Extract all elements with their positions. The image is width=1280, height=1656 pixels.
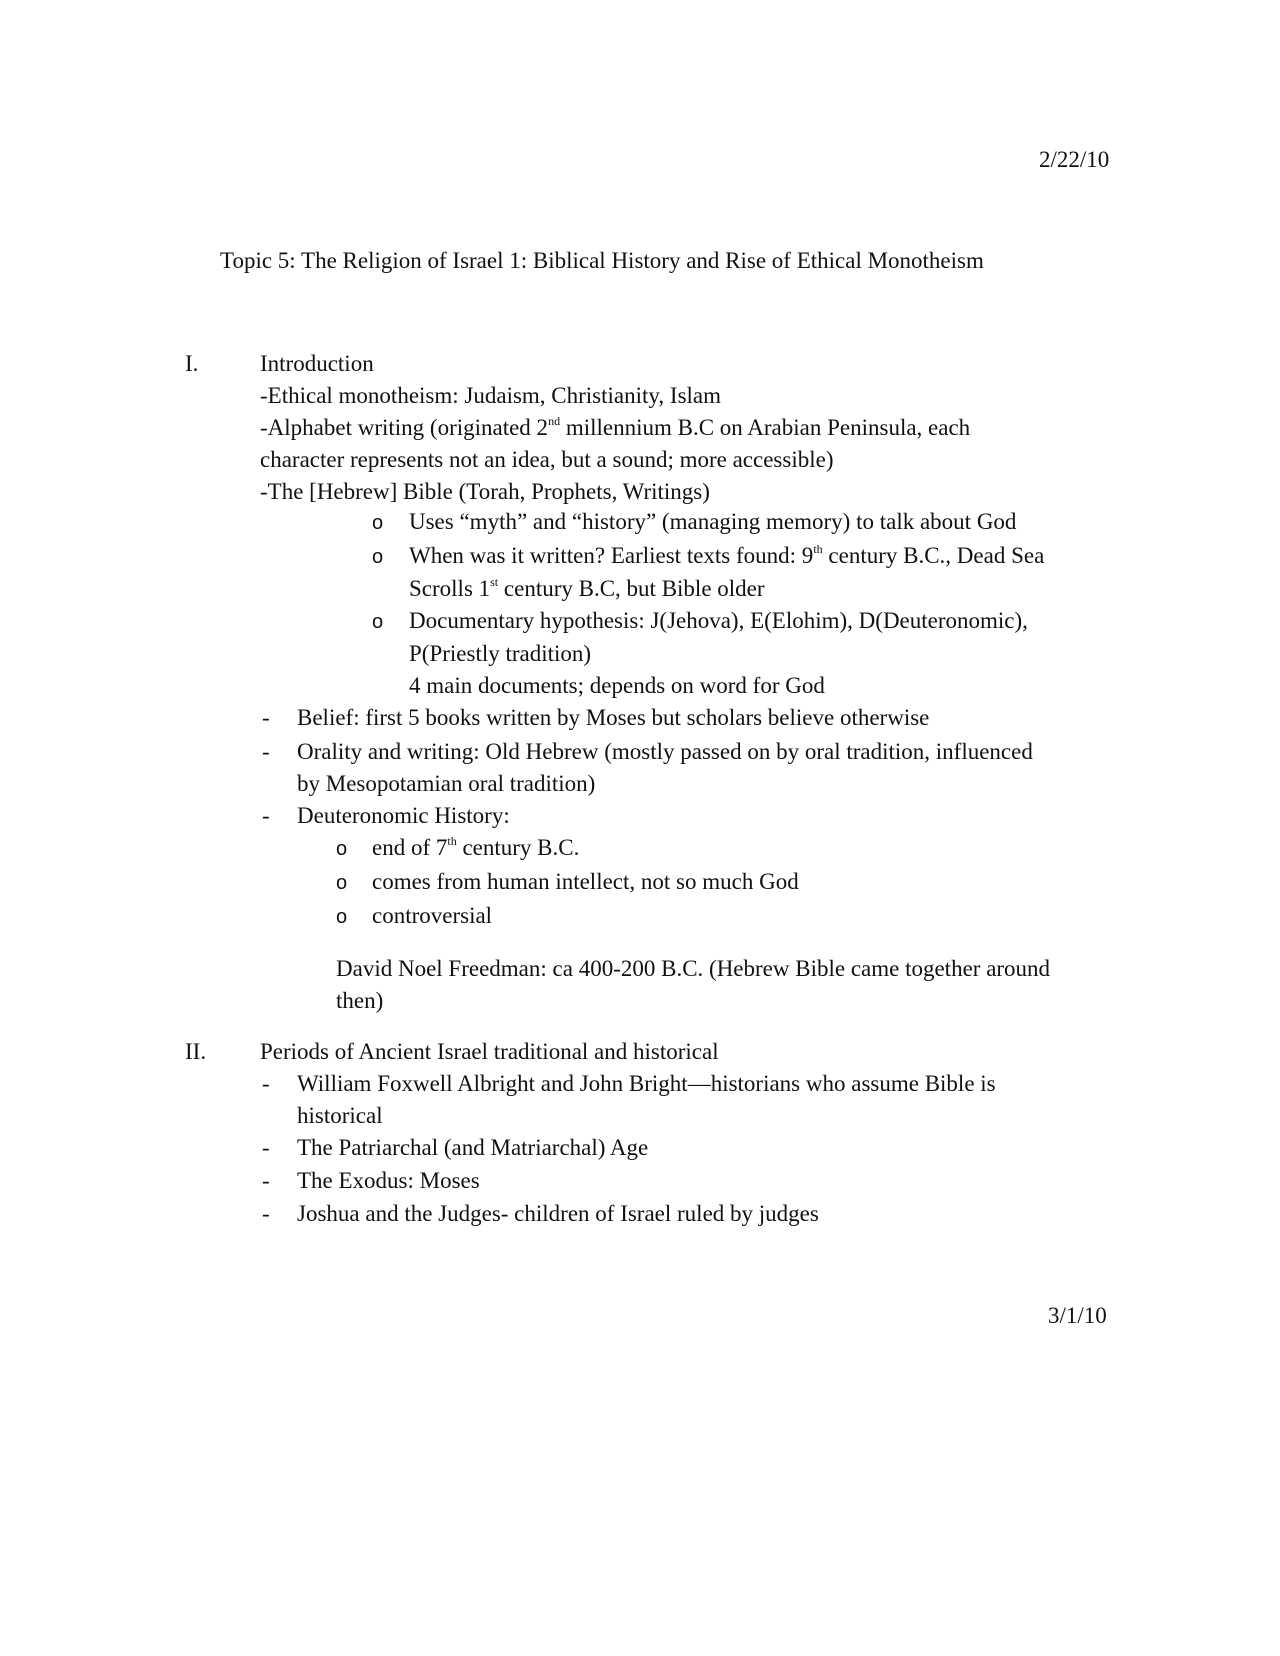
- sub-item-uses: Uses “myth” and “history” (managing memory) to talk about God: [409, 509, 1017, 534]
- line-ethical-monotheism: -Ethical monotheism: Judaism, Christianity, Islam: [260, 383, 722, 408]
- item-albright-continued: historical: [297, 1103, 383, 1128]
- dash-marker: -: [262, 1168, 270, 1193]
- date-bottom: 3/1/10: [1048, 1303, 1107, 1328]
- section-1-heading: Introduction: [260, 351, 374, 376]
- deut-end-text-a: end of 7: [372, 835, 448, 860]
- dash-marker: -: [262, 1201, 270, 1226]
- alphabet-superscript: nd: [548, 414, 561, 428]
- item-joshua: Joshua and the Judges- children of Israel ruled by judges: [297, 1201, 819, 1226]
- line-hebrew-bible: -The [Hebrew] Bible (Torah, Prophets, Writings): [260, 479, 710, 504]
- when-superscript: th: [813, 542, 823, 556]
- bullet-marker: o: [336, 838, 348, 860]
- bullet-marker: o: [336, 872, 348, 894]
- dash-marker: -: [262, 739, 270, 764]
- item-patriarchal: The Patriarchal (and Matriarchal) Age: [297, 1135, 649, 1160]
- sub-item-documentary-continued: P(Priestly tradition): [409, 641, 592, 666]
- item-deuteronomic-history: Deuteronomic History:: [297, 803, 510, 828]
- line-alphabet-writing: [260, 415, 970, 441]
- bullet-marker: o: [372, 512, 384, 534]
- bullet-marker: o: [372, 546, 384, 568]
- when-text-d: century B.C, but Bible older: [498, 576, 765, 601]
- item-belief: Belief: first 5 books written by Moses but scholars believe otherwise: [297, 705, 930, 730]
- deut-end-text-b: century B.C.: [456, 835, 580, 860]
- sub-item-when-continued: [409, 576, 765, 602]
- deut-item-end: [372, 835, 579, 861]
- page-title: Topic 5: The Religion of Israel 1: Biblical History and Rise of Ethical Monotheism: [220, 248, 984, 273]
- sub-item-when: [409, 543, 1044, 569]
- freedman-note-continued: then): [336, 988, 384, 1013]
- section-2-numeral: II.: [185, 1039, 207, 1064]
- when-text-a: When was it written? Earliest texts found: 9: [409, 543, 814, 568]
- when-superscript-2: st: [490, 575, 499, 589]
- deut-item-controversial: controversial: [372, 903, 493, 928]
- alphabet-text-a: -Alphabet writing (originated 2: [260, 415, 549, 440]
- section-2-heading: Periods of Ancient Israel traditional and historical: [260, 1039, 719, 1064]
- item-orality: Orality and writing: Old Hebrew (mostly passed on by oral tradition, influenced: [297, 739, 1033, 764]
- line-alphabet-continued: character represents not an idea, but a sound; more accessible): [260, 447, 834, 472]
- freedman-note: David Noel Freedman: ca 400-200 B.C. (Hebrew Bible came together around: [336, 956, 1051, 981]
- date-top: 2/22/10: [1039, 147, 1110, 172]
- sub-item-documentary-note: 4 main documents; depends on word for God: [409, 673, 825, 698]
- dash-marker: -: [262, 803, 270, 828]
- sub-item-documentary: Documentary hypothesis: J(Jehova), E(Elohim), D(Deuteronomic),: [409, 608, 1028, 633]
- bullet-marker: o: [372, 611, 384, 633]
- section-1-numeral: I.: [185, 351, 199, 376]
- deut-item-human: comes from human intellect, not so much God: [372, 869, 799, 894]
- deut-end-superscript: th: [447, 834, 457, 848]
- dash-marker: -: [262, 705, 270, 730]
- dash-marker: -: [262, 1071, 270, 1096]
- when-text-c: Scrolls 1: [409, 576, 491, 601]
- bullet-marker: o: [336, 906, 348, 928]
- item-exodus: The Exodus: Moses: [297, 1168, 480, 1193]
- item-albright: William Foxwell Albright and John Bright—historians who assume Bible is: [297, 1071, 996, 1096]
- dash-marker: -: [262, 1135, 270, 1160]
- item-orality-continued: by Mesopotamian oral tradition): [297, 771, 596, 796]
- when-text-b: century B.C., Dead Sea: [822, 543, 1045, 568]
- alphabet-text-b: millennium B.C on Arabian Peninsula, each: [560, 415, 971, 440]
